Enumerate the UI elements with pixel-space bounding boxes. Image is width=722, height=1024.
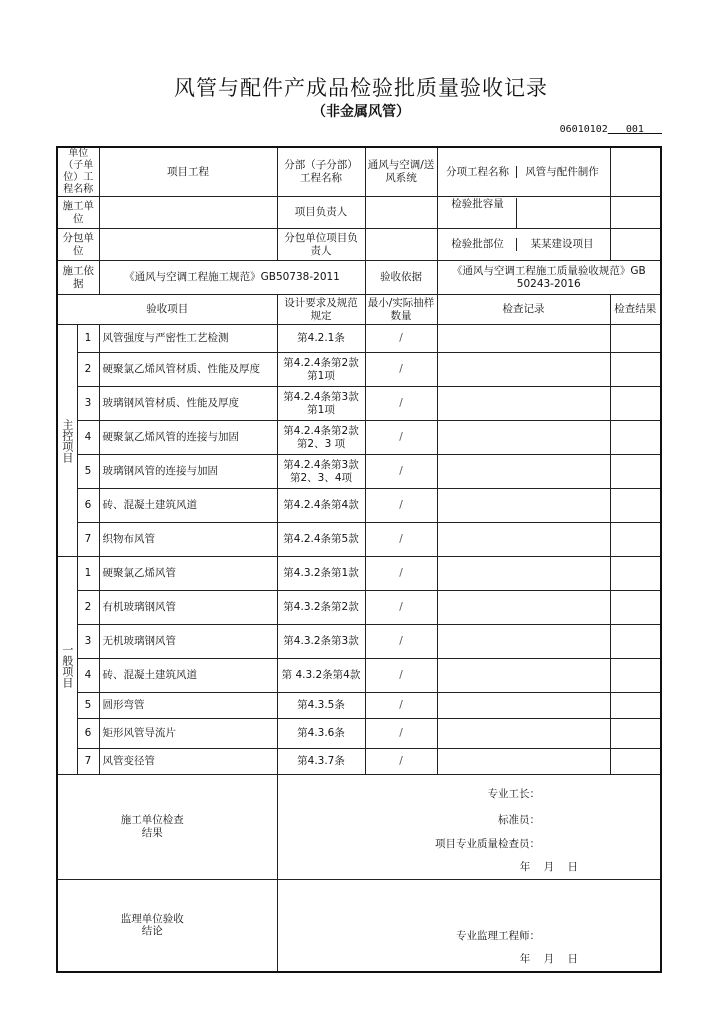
page-subtitle: （非金属风管） (312, 104, 410, 120)
row-sample[interactable]: / (365, 489, 437, 523)
doc-number-prefix: 06010102 (559, 124, 608, 135)
division-label: 分部（子分部）工程名称 (277, 147, 365, 197)
row-number: 5 (77, 693, 99, 719)
row-item: 织物布风管 (99, 523, 277, 557)
location-label: 检验批部位 某某建设项目 (437, 229, 610, 261)
row-item: 矩形风管导流片 (99, 719, 277, 749)
row-item: 有机玻璃钢风管 (99, 591, 277, 625)
row-sample[interactable]: / (365, 625, 437, 659)
basis-value[interactable]: 《通风与空调工程施工规范》GB50738-2011 (99, 261, 365, 295)
row-number: 2 (77, 353, 99, 387)
team-leader-label: 标准员： (498, 813, 540, 826)
row-sample[interactable]: / (365, 659, 437, 693)
row-record[interactable] (437, 693, 610, 719)
supervisor-label: 监理单位验收结论 (57, 880, 277, 972)
subcontractor-label: 分包单位 (57, 229, 99, 261)
row-sample[interactable]: / (365, 693, 437, 719)
row-sample[interactable]: / (365, 719, 437, 749)
row-sample[interactable]: / (365, 353, 437, 387)
row-record[interactable] (437, 489, 610, 523)
row-sample[interactable]: / (365, 523, 437, 557)
row-result[interactable] (610, 693, 661, 719)
row-record[interactable] (437, 455, 610, 489)
row-record[interactable] (437, 719, 610, 749)
header-row-unit (57, 147, 661, 197)
row-record[interactable] (437, 421, 610, 455)
capacity-value[interactable] (516, 198, 608, 228)
row-number: 4 (77, 659, 99, 693)
contractor-check-row (57, 775, 661, 880)
capacity-label: 检验批容量 (437, 197, 610, 229)
row-spec: 第4.2.4条第4款 (277, 489, 365, 523)
group-label: 一般项目 (57, 557, 77, 775)
contractor-label: 施工单位 (57, 197, 99, 229)
row-item: 圆形弯管 (99, 693, 277, 719)
row-number: 6 (77, 719, 99, 749)
row-result[interactable] (610, 557, 661, 591)
row-record[interactable] (437, 325, 610, 353)
table-row (57, 387, 661, 421)
engineer-label: 专业监理工程师： (456, 930, 540, 943)
basis-label: 施工依据 (57, 261, 99, 295)
row-result[interactable] (610, 387, 661, 421)
col-record: 检查记录 (437, 295, 610, 325)
subitem-value[interactable]: 风管与配件制作 (516, 166, 608, 179)
row-spec: 第4.3.7条 (277, 749, 365, 775)
row-spec: 第4.2.4条第3款第1项 (277, 387, 365, 421)
sub-pm-label: 分包单位项目负责人 (277, 229, 365, 261)
row-sample[interactable]: / (365, 455, 437, 489)
inspection-form (56, 146, 662, 973)
row-spec: 第4.2.4条第3款第2、3、4项 (277, 455, 365, 489)
row-item: 无机玻璃钢风管 (99, 625, 277, 659)
row-item: 硬聚氯乙烯风管 (99, 557, 277, 591)
header-row-subcontractor (57, 229, 661, 261)
row-sample[interactable]: / (365, 749, 437, 775)
subitem-label: 分项工程名称 风管与配件制作 (437, 147, 610, 197)
row-item: 砖、混凝土建筑风道 (99, 489, 277, 523)
row-number: 3 (77, 387, 99, 421)
foreman-label: 专业工长： (487, 787, 540, 800)
row-number: 7 (77, 523, 99, 557)
table-row (57, 325, 661, 353)
row-record[interactable] (437, 557, 610, 591)
row-spec: 第4.2.4条第2款第2、3 项 (277, 421, 365, 455)
doc-number-suffix: 001 (625, 124, 644, 135)
row-record[interactable] (437, 387, 610, 421)
row-result[interactable] (610, 591, 661, 625)
row-number: 2 (77, 591, 99, 625)
row-number: 1 (77, 325, 99, 353)
row-sample[interactable]: / (365, 325, 437, 353)
table-row (57, 719, 661, 749)
row-record[interactable] (437, 353, 610, 387)
row-item: 风管强度与严密性工艺检测 (99, 325, 277, 353)
row-result[interactable] (610, 659, 661, 693)
table-row (57, 693, 661, 719)
supervisor-area[interactable] (277, 880, 661, 972)
table-row (57, 489, 661, 523)
row-result[interactable] (610, 489, 661, 523)
group-label: 主控项目 (57, 325, 77, 557)
row-item: 砖、混凝土建筑风道 (99, 659, 277, 693)
row-sample[interactable]: / (365, 387, 437, 421)
row-spec: 第4.3.6条 (277, 719, 365, 749)
row-result[interactable] (610, 421, 661, 455)
row-result[interactable] (610, 719, 661, 749)
acceptance-basis-label: 验收依据 (365, 261, 437, 295)
row-number: 3 (77, 625, 99, 659)
row-spec: 第4.3.5条 (277, 693, 365, 719)
header-row-basis (57, 261, 661, 295)
row-spec: 第4.3.2条第1款 (277, 557, 365, 591)
row-item: 玻璃钢风管材质、性能及厚度 (99, 387, 277, 421)
row-result[interactable] (610, 749, 661, 775)
table-row (57, 523, 661, 557)
row-number: 6 (77, 489, 99, 523)
row-number: 1 (77, 557, 99, 591)
row-spec: 第4.3.2条第3款 (277, 625, 365, 659)
row-record[interactable] (437, 523, 610, 557)
row-result[interactable] (610, 625, 661, 659)
row-sample[interactable]: / (365, 591, 437, 625)
sub-pm-value[interactable] (365, 229, 437, 261)
row-spec: 第4.2.4条第2款第1项 (277, 353, 365, 387)
table-row (57, 455, 661, 489)
header-row-contractor (57, 197, 661, 229)
row-spec: 第4.3.2条第2款 (277, 591, 365, 625)
contractor-date: 年 月 日 (519, 860, 578, 873)
acceptance-basis-value[interactable]: 《通风与空调工程施工质量验收规范》GB 50243-2016 (437, 261, 661, 295)
page-title: 风管与配件产成品检验批质量验收记录 (174, 76, 548, 100)
contractor-value[interactable] (99, 197, 277, 229)
unit-value[interactable]: 项目工程 (99, 147, 277, 197)
row-result[interactable] (610, 325, 661, 353)
row-item: 风管变径管 (99, 749, 277, 775)
document-number (560, 124, 662, 135)
col-spec: 设计要求及规范规定 (277, 295, 365, 325)
column-header-row (57, 295, 661, 325)
row-record[interactable] (437, 625, 610, 659)
row-spec: 第4.2.1条 (277, 325, 365, 353)
inspector-label: 项目专业质量检查员： (435, 837, 540, 850)
row-result[interactable] (610, 455, 661, 489)
table-row (57, 421, 661, 455)
row-record[interactable] (437, 591, 610, 625)
table-row (57, 659, 661, 693)
supervisor-row (57, 880, 661, 972)
col-sample: 最小/实际抽样数量 (365, 295, 437, 325)
row-item: 硬聚氯乙烯风管的连接与加固 (99, 421, 277, 455)
contractor-check-label: 施工单位检查结果 (57, 775, 277, 880)
row-result[interactable] (610, 353, 661, 387)
supervisor-date: 年 月 日 (519, 953, 578, 966)
row-number: 7 (77, 749, 99, 775)
contractor-check-area[interactable] (277, 775, 661, 880)
row-record[interactable] (437, 659, 610, 693)
table-row (57, 557, 661, 591)
col-item: 验收项目 (57, 295, 277, 325)
division-value[interactable]: 通风与空调/送风系统 (365, 147, 437, 197)
pm-label: 项目负责人 (277, 197, 365, 229)
col-result: 检查结果 (610, 295, 661, 325)
row-sample[interactable]: / (365, 421, 437, 455)
row-item: 硬聚氯乙烯风管材质、性能及厚度 (99, 353, 277, 387)
capacity-spill (610, 197, 661, 229)
table-row (57, 625, 661, 659)
row-item: 玻璃钢风管的连接与加固 (99, 455, 277, 489)
table-row (57, 591, 661, 625)
table-row (57, 353, 661, 387)
location-spill (610, 229, 661, 261)
row-record[interactable] (437, 749, 610, 775)
row-result[interactable] (610, 523, 661, 557)
row-number: 5 (77, 455, 99, 489)
subitem-value-spill (610, 147, 661, 197)
location-value[interactable]: 某某建设项目 (516, 238, 608, 251)
row-sample[interactable]: / (365, 557, 437, 591)
row-spec: 第4.2.4条第5款 (277, 523, 365, 557)
table-row (57, 749, 661, 775)
row-spec: 第 4.3.2条第4款 (277, 659, 365, 693)
row-number: 4 (77, 421, 99, 455)
pm-value[interactable] (365, 197, 437, 229)
subcontractor-value[interactable] (99, 229, 277, 261)
unit-label: 单位（子单位）工程名称 (57, 147, 99, 197)
